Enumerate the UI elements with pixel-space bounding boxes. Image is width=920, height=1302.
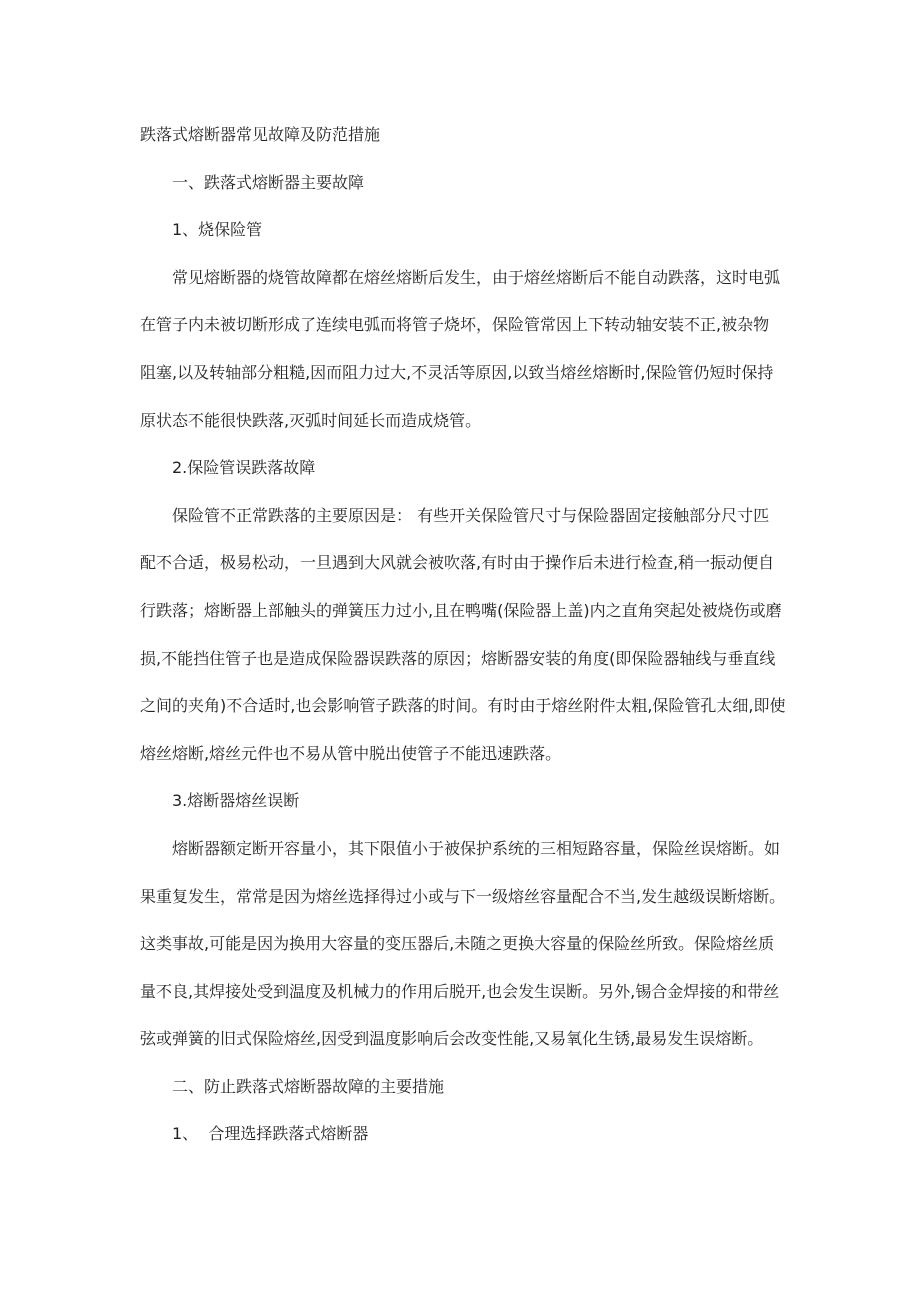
subsection-heading: 1、烧保险管 — [172, 220, 263, 240]
subsection-heading: 3.熔断器熔丝误断 — [172, 791, 300, 811]
section-heading: 二、防止跌落式熔断器故障的主要措施 — [172, 1076, 445, 1096]
paragraph-line: 在管子内未被切断形成了连续电弧而将管子烧坏，保险管常因上下转动轴安装不正,被杂物 — [140, 315, 770, 335]
paragraph-line: 行跌落；熔断器上部触头的弹簧压力过小,且在鸭嘴(保险器上盖)内之直角突起处被烧伤或磨 — [140, 600, 782, 620]
paragraph-line: 弦或弹簧的旧式保险熔丝,因受到温度影响后会改变性能,又易氧化生锈,最易发生误熔断。 — [140, 1029, 764, 1049]
paragraph-line: 常见熔断器的烧管故障都在熔丝熔断后发生，由于熔丝熔断后不能自动跌落，这时电弧 — [172, 267, 781, 287]
section-heading: 一、跌落式熔断器主要故障 — [172, 172, 365, 192]
subsection-heading: 1、 合理选择跌落式熔断器 — [172, 1124, 369, 1144]
paragraph-line: 量不良,其焊接处受到温度及机械力的作用后脱开,也会发生误断。另外,锡合金焊接的和带丝 — [140, 981, 780, 1001]
paragraph-line: 损,不能挡住管子也是造成保险器误跌落的原因；熔断器安装的角度(即保险器轴线与垂直线 — [140, 648, 776, 668]
paragraph-line: 原状态不能很快跌落,灭弧时间延长而造成烧管。 — [140, 410, 482, 430]
paragraph-line: 熔断器额定断开容量小，其下限值小于被保护系统的三相短路容量，保险丝误熔断。如 — [172, 838, 781, 858]
subsection-heading: 2.保险管误跌落故障 — [172, 458, 316, 478]
paragraph-line: 熔丝熔断,熔丝元件也不易从管中脱出使管子不能迅速跌落。 — [140, 743, 562, 763]
paragraph-line: 这类事故,可能是因为换用大容量的变压器后,未随之更换大容量的保险丝所致。保险熔丝质 — [140, 934, 775, 954]
paragraph-line: 果重复发生，常常是因为熔丝选择得过小或与下一级熔丝容量配合不当,发生越级误断熔断。 — [140, 886, 786, 906]
paragraph-line: 阻塞,以及转轴部分粗糙,因而阻力过大,不灵活等原因,以致当熔丝熔断时,保险管仍短时保持 — [140, 362, 774, 382]
document-title: 跌落式熔断器常见故障及防范措施 — [140, 125, 381, 144]
paragraph-line: 配不合适，极易松动，一旦遇到大风就会被吹落,有时由于操作后未进行检查,稍一振动便自 — [140, 553, 775, 573]
document-page — [140, 111, 820, 1158]
paragraph-line: 之间的夹角)不合适时,也会影响管子跌落的时间。有时由于熔丝附件太粗,保险管孔太细,即使 — [140, 696, 786, 716]
paragraph-line: 保险管不正常跌落的主要原因是： 有些开关保险管尺寸与保险器固定接触部分尺寸匹 — [172, 505, 770, 525]
